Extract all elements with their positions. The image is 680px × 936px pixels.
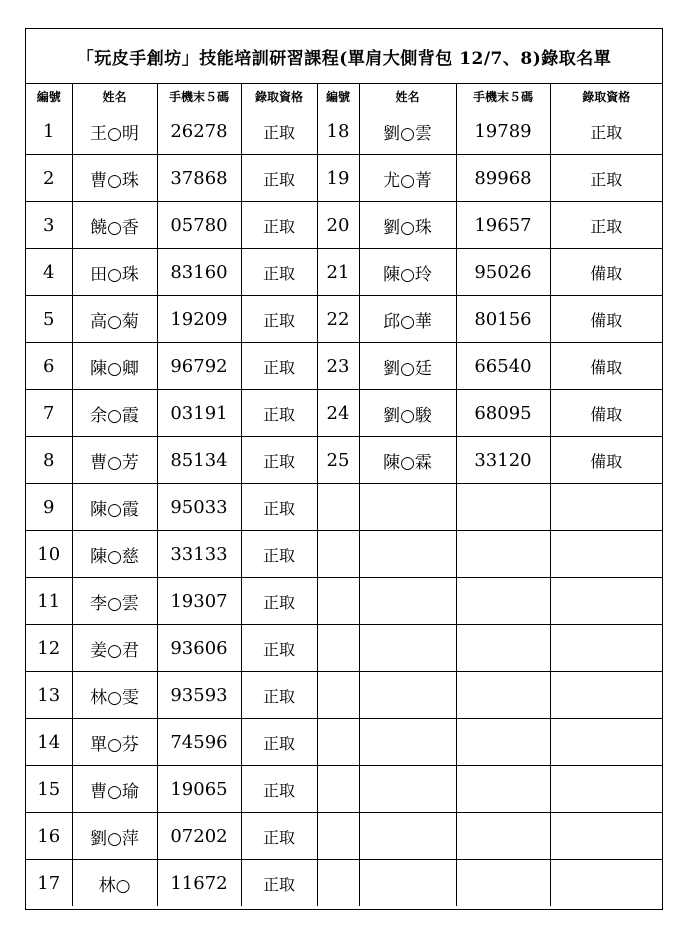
table-row	[26, 860, 662, 907]
entry-name: 邱○華	[359, 296, 456, 343]
empty-cell	[456, 672, 550, 719]
entry-status: 正取	[241, 484, 317, 531]
empty-cell	[359, 813, 456, 860]
header-no: 編號	[26, 84, 72, 108]
empty-cell	[550, 484, 662, 531]
table-row	[26, 531, 662, 578]
empty-cell	[456, 860, 550, 907]
header-name: 姓名	[359, 84, 456, 108]
entry-number: 21	[317, 249, 359, 296]
entry-status: 正取	[550, 202, 662, 249]
entry-status: 備取	[550, 437, 662, 484]
entry-status: 正取	[550, 155, 662, 202]
entry-name: 林○	[72, 860, 157, 907]
entry-name: 曹○瑜	[72, 766, 157, 813]
entry-phone: 93606	[157, 625, 241, 672]
entry-name: 陳○慈	[72, 531, 157, 578]
header-status: 錄取資格	[241, 84, 317, 108]
entry-name: 饒○香	[72, 202, 157, 249]
entry-phone: 95026	[456, 249, 550, 296]
entry-name: 單○芬	[72, 719, 157, 766]
entry-status: 正取	[241, 202, 317, 249]
empty-cell	[550, 719, 662, 766]
table-row	[26, 390, 662, 437]
entry-status: 正取	[241, 531, 317, 578]
entry-phone: 96792	[157, 343, 241, 390]
empty-cell	[359, 766, 456, 813]
entry-number: 23	[317, 343, 359, 390]
admission-list-sheet	[25, 28, 663, 910]
header-name: 姓名	[72, 84, 157, 108]
entry-number: 24	[317, 390, 359, 437]
entry-name: 姜○君	[72, 625, 157, 672]
entry-number: 10	[26, 531, 72, 578]
empty-cell	[456, 813, 550, 860]
entry-number: 13	[26, 672, 72, 719]
empty-cell	[456, 625, 550, 672]
entry-name: 余○霞	[72, 390, 157, 437]
entry-name: 林○雯	[72, 672, 157, 719]
entry-status: 正取	[241, 578, 317, 625]
entry-name: 陳○卿	[72, 343, 157, 390]
header-no: 編號	[317, 84, 359, 108]
entry-number: 14	[26, 719, 72, 766]
empty-cell	[317, 813, 359, 860]
entry-phone: 07202	[157, 813, 241, 860]
entry-number: 5	[26, 296, 72, 343]
table-row	[26, 766, 662, 813]
entry-status: 備取	[550, 296, 662, 343]
entry-status: 正取	[241, 343, 317, 390]
entry-phone: 19657	[456, 202, 550, 249]
entry-number: 16	[26, 813, 72, 860]
table-row	[26, 343, 662, 390]
entry-name: 曹○珠	[72, 155, 157, 202]
entry-phone: 19209	[157, 296, 241, 343]
entry-status: 備取	[550, 343, 662, 390]
document-title: 「玩皮手創坊」技能培訓研習課程(單肩大側背包 12/7、8)錄取名單	[26, 29, 662, 84]
entry-name: 劉○萍	[72, 813, 157, 860]
entry-status: 正取	[241, 390, 317, 437]
entry-status: 正取	[550, 108, 662, 155]
table-row	[26, 108, 662, 155]
entry-name: 李○雲	[72, 578, 157, 625]
entry-phone: 95033	[157, 484, 241, 531]
empty-cell	[317, 531, 359, 578]
empty-cell	[359, 719, 456, 766]
entry-status: 正取	[241, 813, 317, 860]
entry-name: 王○明	[72, 108, 157, 155]
empty-cell	[317, 625, 359, 672]
table-row	[26, 484, 662, 531]
entry-status: 備取	[550, 249, 662, 296]
entry-status: 正取	[241, 249, 317, 296]
entry-number: 17	[26, 860, 72, 907]
empty-cell	[359, 578, 456, 625]
header-status: 錄取資格	[550, 84, 662, 108]
entry-name: 曹○芳	[72, 437, 157, 484]
entry-status: 正取	[241, 672, 317, 719]
entry-phone: 68095	[456, 390, 550, 437]
entry-phone: 74596	[157, 719, 241, 766]
table-row	[26, 719, 662, 766]
entry-phone: 03191	[157, 390, 241, 437]
empty-cell	[550, 766, 662, 813]
entry-number: 3	[26, 202, 72, 249]
entry-status: 正取	[241, 860, 317, 907]
empty-cell	[359, 625, 456, 672]
table-row	[26, 155, 662, 202]
entry-name: 劉○駿	[359, 390, 456, 437]
header-row	[26, 84, 662, 108]
entry-number: 15	[26, 766, 72, 813]
entry-status: 正取	[241, 719, 317, 766]
entry-name: 田○珠	[72, 249, 157, 296]
entry-phone: 89968	[456, 155, 550, 202]
empty-cell	[550, 531, 662, 578]
empty-cell	[317, 578, 359, 625]
empty-cell	[550, 860, 662, 907]
table-row	[26, 813, 662, 860]
table-row	[26, 437, 662, 484]
entry-phone: 37868	[157, 155, 241, 202]
entry-number: 4	[26, 249, 72, 296]
entry-phone: 19789	[456, 108, 550, 155]
entry-number: 2	[26, 155, 72, 202]
empty-cell	[359, 531, 456, 578]
entry-phone: 93593	[157, 672, 241, 719]
empty-cell	[317, 860, 359, 907]
entry-number: 12	[26, 625, 72, 672]
empty-cell	[456, 578, 550, 625]
empty-cell	[317, 484, 359, 531]
table-row	[26, 296, 662, 343]
entry-number: 9	[26, 484, 72, 531]
entry-phone: 11672	[157, 860, 241, 907]
empty-cell	[456, 531, 550, 578]
table-row	[26, 202, 662, 249]
entry-status: 正取	[241, 625, 317, 672]
entry-phone: 05780	[157, 202, 241, 249]
header-phone: 手機末５碼	[456, 84, 550, 108]
entry-name: 高○菊	[72, 296, 157, 343]
entry-number: 25	[317, 437, 359, 484]
entry-phone: 19307	[157, 578, 241, 625]
empty-cell	[317, 766, 359, 813]
empty-cell	[550, 625, 662, 672]
entry-number: 18	[317, 108, 359, 155]
entry-name: 陳○霞	[72, 484, 157, 531]
entry-name: 陳○玲	[359, 249, 456, 296]
table-row	[26, 249, 662, 296]
entry-phone: 80156	[456, 296, 550, 343]
empty-cell	[456, 484, 550, 531]
entry-number: 22	[317, 296, 359, 343]
entry-name: 劉○雲	[359, 108, 456, 155]
entry-phone: 85134	[157, 437, 241, 484]
empty-cell	[359, 484, 456, 531]
entry-number: 7	[26, 390, 72, 437]
admission-table	[26, 84, 662, 906]
empty-cell	[456, 719, 550, 766]
empty-cell	[456, 766, 550, 813]
empty-cell	[550, 672, 662, 719]
entry-status: 正取	[241, 766, 317, 813]
entry-phone: 33120	[456, 437, 550, 484]
entry-phone: 33133	[157, 531, 241, 578]
empty-cell	[317, 672, 359, 719]
table-row	[26, 672, 662, 719]
empty-cell	[550, 813, 662, 860]
empty-cell	[359, 860, 456, 907]
entry-phone: 66540	[456, 343, 550, 390]
entry-number: 8	[26, 437, 72, 484]
entry-name: 尤○菁	[359, 155, 456, 202]
entry-name: 劉○廷	[359, 343, 456, 390]
empty-cell	[550, 578, 662, 625]
table-row	[26, 625, 662, 672]
entry-phone: 19065	[157, 766, 241, 813]
entry-number: 1	[26, 108, 72, 155]
entry-status: 正取	[241, 155, 317, 202]
entry-status: 正取	[241, 296, 317, 343]
entry-name: 劉○珠	[359, 202, 456, 249]
entry-number: 11	[26, 578, 72, 625]
entry-number: 6	[26, 343, 72, 390]
entry-phone: 83160	[157, 249, 241, 296]
entry-phone: 26278	[157, 108, 241, 155]
entry-name: 陳○霖	[359, 437, 456, 484]
entry-status: 正取	[241, 437, 317, 484]
header-phone: 手機末５碼	[157, 84, 241, 108]
entry-number: 19	[317, 155, 359, 202]
entry-status: 正取	[241, 108, 317, 155]
empty-cell	[317, 719, 359, 766]
entry-number: 20	[317, 202, 359, 249]
empty-cell	[359, 672, 456, 719]
entry-status: 備取	[550, 390, 662, 437]
table-row	[26, 578, 662, 625]
